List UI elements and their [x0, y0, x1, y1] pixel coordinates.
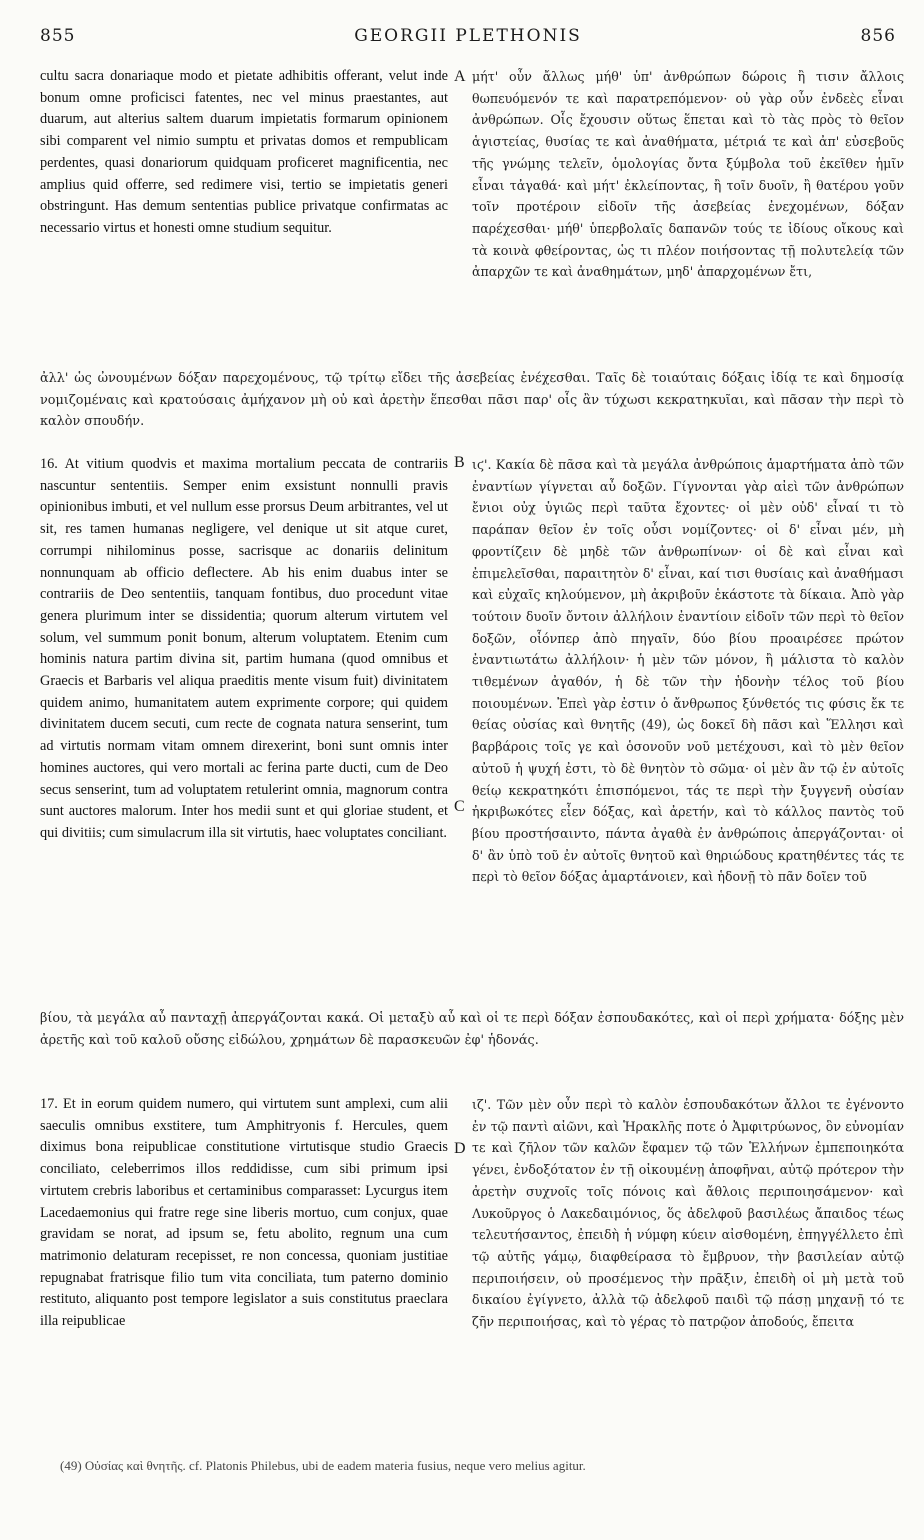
running-header: [40, 26, 896, 56]
right-page-number: 856: [860, 26, 896, 46]
latin-paragraph-17: 17. Et in eorum quidem numero, qui virtutem sunt amplexi, cum alii saeculis omnibus exstitere, tum Amphitryonis f. Hercules, quem diximus bona reipublicae constitutione virtutisque studio Graecis conciliato, celeberrimos illos reddidisse, cum sibi primum ipsi virtutem crebris laboribus et certaminibus comparasset: Lycurgus item Lacedaemonius qui fratre rege sine liberis mortuo, cum conjux, quae gravidam se norat, ad ipsum se, fetu abolito, regnum una cum matrimonio delaturam recepisset, re non concessa, quoniam justitiae repugnabat fratrisque filio tum vita conciliata, tum paterno dominio restituto, aliquanto post tempore legislator a suis constitutus praeclara illa reipublicae: [40, 1096, 448, 1330]
greek-fullwidth-continuation-1: ἀλλ' ὡς ὠνουμένων δόξαν παρεχομένους, τῷ τρίτῳ εἴδει τῆς ἀσεβείας ἐνέχεσθαι. Ταῖς δὲ τοιαύταις δόξαις ἰδίᾳ τε καὶ δημοσίᾳ νομιζομέναις καὶ κρατούσαις ἀμήχανον μὴ οὐ καὶ ἀρετὴν ἕπεσθαι πᾶσι παρ' οἷς ἂν τύχωσι κεκρατηκυῖαι, καὶ πᾶσαν τὴν περὶ τὸ καλὸν σπουδήν.: [40, 371, 904, 430]
running-title: GEORGII PLETHONIS: [354, 26, 582, 46]
left-page-number: 855: [40, 26, 76, 46]
margin-letter-c: C: [454, 798, 465, 815]
margin-letter-a: A: [454, 68, 466, 85]
greek-paragraph-15-end: μήτ' οὖν ἄλλως μήθ' ὑπ' ἀνθρώπων δώροις ἢ τισιν ἄλλοις θωπευόμενόν τε καὶ παρατρεπόμενον· οὐ γὰρ οὖν ἐνδεὲς εἶναι ἀνθρώπων. Οἷς ἔχουσιν οὕτως ἕπεται καὶ τὸ τὰς πρὸς τὸ θεῖον ἁγιστείας, θυσίας τε καὶ ἀναθήματα, μέτριά τε καὶ ἀπ' εὐσεβοῦς τῆς γνώμης τελεῖν, ὁμολογίας ὄντα ξύμβολα τοῦ ἐκεῖθεν ἡμῖν εἶναι τἀγαθά· καὶ μήτ' ἐκλείποντας, ἢ τοῖν δυοῖν, ἢ θατέρου γοῦν τοῖν προτέροιν εἰδοῖν τῆς ἀσεβείας ἐνεχομένων, δόξαν παρέχεσθαι· μήθ' ὑπερβολαῖς δαπανῶν τούς τε ἰδίους οἴκους καὶ τὰ κοινὰ φθείροντας, ὡς τι πλέον ποιήσοντας τῇ πολυτελείᾳ τῶν ἀπαρχῶν τε καὶ ἀναθημάτων, μηδ' ἀπαρχομένων ἔτι,: [472, 69, 904, 280]
latin-paragraph-15-end: cultu sacra donariaque modo et pietate adhibitis offerant, velut inde bonum omne proficisci fatentes, nec vel minus praestantes, aut duarum, aut alterius saltem duarum impietatis formarum opinionem sibi comparent vel nimio sumptu et privatas domos et rempublicam perdentes, quasi donariorum quidquam proficeret magnificentia, nec amplius quid offerre, sed redimere visi, tertio se impietatis generi obstringunt. Has demum sententias publice privatque confirmatas ac necessario virtus et honesti omne studium sequitur.: [40, 68, 448, 236]
footnote-49: (49) Οὐσίας καὶ θνητῆς. cf. Platonis Philebus, ubi de eadem materia fusius, neque vero melius agitur.: [60, 1458, 586, 1473]
latin-paragraph-16: 16. At vitium quodvis et maxima mortalium peccata de contrariis nascuntur sententiis. Semper enim exsistunt nonnulli pravis opinionibus imbuti, et vel nullum esse prorsus Deum arbitrantes, vel ut sit, res tamen humanas negligere, vel denique ut sit atque curet, corrumpi nihilominus posse, sacrisque ac donariis delinitum nonnunquam ab officio deflectere. Ab his enim duabus inter se contrariis de Deo sententiis, tanquam fontibus, duo procedunt vitae genera plurimum inter se dissidentia; quorum alterum virtutem vel solum, vel summum ponit bonum, alterum voluptatem. Etenim cum hominis natura partim divina sit, partim humana (quod omnibus et Graecis et Barbaris vel aliqua praeditis mente visum fuit) divinitatem quidem animo, humanitatem autem exprimente corpore; qui quidem divinitatem ducem secuti, cum recte de cognata natura senserint, tum ad virtutis normam vitam omnem direxerint, boni sunt omnis inter homines auctores, qui vero mortali ac ferina parte ducti, cum de Deo secus senserint, tum ad voluptatem retulerint omnia, magnorum contra sunt auctores malorum. Inter hos medii sunt et qui gloriae student, et qui divitiis; cum simulacrum illa sit virtutis, haec voluptates conciliant.: [40, 456, 448, 841]
margin-letter-d: D: [454, 1140, 466, 1157]
greek-paragraph-17: ιζ'. Τῶν μὲν οὖν περὶ τὸ καλὸν ἐσπουδακότων ἄλλοι τε ἐγένοντο ἐν τῷ παντὶ αἰῶνι, καὶ Ἡρακλῆς ποτε ὁ Ἀμφιτρύωνος, ὃν εὐνομίαν τε καὶ ζῆλον τῶν καλῶν ἔφαμεν τῷ τῶν Ἑλλήνων ἐμπεποιηκότα γένει, ἐνδοξότατον ἐν τῇ οἰκουμένῃ ἀποφῆναι, αὐτῷ πρότερον τὴν ἀρετὴν συχνοῖς τοῖς πόνοις καὶ ἄθλοις περιποιησάμενον· καὶ Λυκοῦργος ὁ Λακεδαιμόνιος, ὅς ἀδελφοῦ βασιλέως ἄπαιδος τέως τελευτήσαντος, ἐπειδὴ ἡ νύμφη κύειν αἰσθομένη, ἐπηγγέλλετο ἐπὶ τῷ αὐτῆς γάμῳ, διαφθείρασα τὸ ἔμβρυον, τὴν βασιλείαν αὐτῷ περιποιήσειν, οὐ προσέμενος τὴν πρᾶξιν, ἐπειδὴ οἱ μὴ μετὰ τοῦ δικαίου ἐγίγνετο, ἀλλὰ τῷ ἀδελφοῦ παιδὶ τῷ πάσῃ μηχανῇ τό τε ζῆν περιποιήσας, καὶ τὸ γέρας τὸ πατρῷον ἀποδούς, ἔπειτα: [472, 1097, 904, 1330]
margin-letter-b: B: [454, 454, 465, 471]
greek-fullwidth-continuation-2: βίου, τὰ μεγάλα αὖ πανταχῇ ἀπεργάζονται κακά. Οἱ μεταξὺ αὖ καὶ οἱ τε περὶ δόξαν ἐσπουδακότες, καὶ οἱ περὶ χρήματα· δόξης μὲν ἀρετῆς καὶ τοῦ καλοῦ οὔσης εἰδώλου, χρημάτων δὲ παρασκευῶν ἐφ' ἡδονάς.: [40, 1011, 904, 1048]
greek-paragraph-16: ιϛ'. Κακία δὲ πᾶσα καὶ τὰ μεγάλα ἀνθρώποις ἁμαρτήματα ἀπὸ τῶν ἐναντίων γίγνεται αὖ δοξῶν. Γίγνονται γὰρ αἰεὶ τῶν ἀνθρώπων ἔνιοι οὐχ ὑγιῶς περὶ ταῦτα ἔχοντες· οἱ μὲν οὐδ' εἶναί τι τὸ παράπαν θεῖον ἐν τοῖς οὖσι νομίζοντες· οἱ δ' εἶναι μέν, μὴ φροντίζειν δὲ μηδὲ τῶν ἀνθρωπίνων· οἱ δὲ καὶ εἶναι καὶ ἐπιμελεῖσθαι, παραιτητὸν δ' εἶναι, καί τισι θυσίαις καὶ ἀναθήμασι καὶ εὐχαῖς κηλούμενον, μὴ ἀκριβοῦν ἑκάστοτε τὰ δίκαια. Ἀπὸ γὰρ τούτοιν δυοῖν ὄντοιν ἀλλήλοιν ἐναντίοιν εἰδοῖν τῶν περὶ τὸ θεῖον δοξῶν, οἷόνπερ ἀπὸ πηγαῖν, δύο βίου προαιρέσεε πρώτον ἐναντιωτάτω ἀλλήλοιν· ἡ μὲν τῶν μόνον, ἢ μάλιστα τὸ καλὸν τιθεμένων ἀγαθόν, ἡ δὲ τῶν τὴν ἡδονὴν τέλος τοῦ βίου ποιουμένων. Ἐπεὶ γὰρ ἐστιν ὁ ἄνθρωπος ξύνθετός τις φύσις ἔκ τε θείας οὐσίας καὶ θνητῆς (49), ὡς δοκεῖ δὴ πᾶσι καὶ Ἕλλησι καὶ βαρβάροις τοῖς γε καὶ ὁσονοῦν νοῦ μετέχουσι, καὶ τὸ μὲν θεῖον αὐτοῦ ἡ ψυχή ἐστι, τὸ δὲ θνητὸν τὸ σῶμα· οἱ μὲν ἂν τῷ ἐν αὐτοῖς θείῳ κεκρατηκότι ἑπισπόμενοι, τάς τε περὶ τὴν ξυγγενῆ οὐσίαν ἠκριβωκότες εἶεν δόξας, καὶ ἀρετήν, καὶ τὸ κάλλος παντὸς τοῦ βίου προστήσαιντο, πάντα ἀγαθὰ ἐν ἀνθρώποις ἀπεργάζονται· οἱ δ' ἂν ὑπὸ τοῦ ἐν αὐτοῖς θνητοῦ καὶ θηριώδους κρατηθέντες τάς τε περὶ τὸ θεῖον δόξας ἁμαρτάνοιεν, καὶ ἡδονῇ τὸ πᾶν δοῖεν τοῦ: [472, 457, 904, 885]
